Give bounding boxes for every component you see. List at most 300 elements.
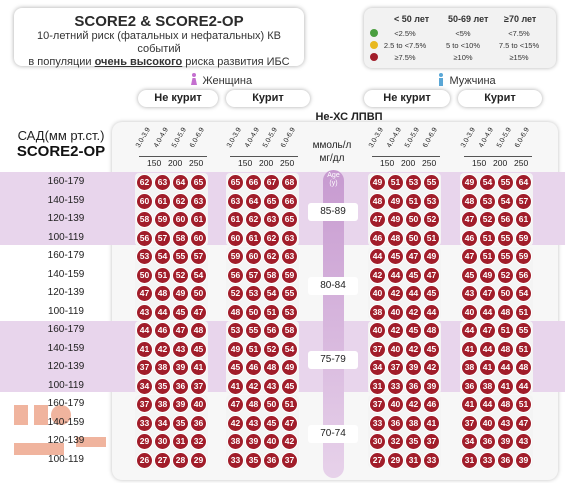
legend-header-50-69: 50-69 лет [448, 14, 489, 24]
sbp-row-label: 140-159 [47, 416, 85, 428]
sbp-row-label: 100-119 [48, 231, 84, 243]
risk-cell: 43 [516, 434, 531, 449]
risk-cell: 33 [480, 453, 495, 468]
risk-cell: 35 [173, 416, 188, 431]
risk-cell: 57 [191, 249, 206, 264]
risk-cell: 47 [424, 268, 439, 283]
risk-cell: 42 [406, 397, 421, 412]
risk-cell: 47 [282, 416, 297, 431]
age-header-line2: (y) [329, 180, 338, 187]
risk-cell: 49 [480, 268, 495, 283]
sbp-axis-label: САД(мм рт.ст.) [17, 128, 105, 143]
risk-cell: 54 [498, 194, 513, 209]
risk-cell: 47 [480, 286, 495, 301]
risk-cell: 44 [516, 379, 531, 394]
risk-cell: 42 [388, 286, 403, 301]
risk-cell: 35 [246, 453, 261, 468]
risk-cell: 45 [424, 286, 439, 301]
sbp-row-label: 160-179 [47, 398, 85, 409]
risk-cell: 55 [173, 249, 188, 264]
risk-cell: 40 [388, 342, 403, 357]
risk-cell: 55 [424, 175, 439, 190]
risk-cell: 51 [264, 305, 279, 320]
risk-cell: 33 [370, 416, 385, 431]
legend-cell: <7.5% [508, 29, 530, 38]
risk-cell: 40 [370, 286, 385, 301]
risk-cell: 52 [264, 342, 279, 357]
left-header [8, 128, 114, 160]
risk-cell: 62 [173, 194, 188, 209]
legend-cell: <2.5% [394, 29, 416, 38]
age-group-label: 75-79 [308, 351, 358, 369]
risk-cell: 48 [228, 305, 243, 320]
risk-cell: 48 [498, 397, 513, 412]
risk-cell: 42 [246, 379, 261, 394]
nonhdl-mmol-tick: 3.0-3.9 [459, 126, 477, 149]
risk-cell: 41 [462, 397, 477, 412]
risk-cell: 40 [264, 434, 279, 449]
age-group-label: 70-74 [308, 425, 358, 443]
risk-cell: 41 [462, 342, 477, 357]
risk-cell: 27 [155, 453, 170, 468]
risk-cell: 61 [516, 212, 531, 227]
risk-cell: 50 [264, 397, 279, 412]
risk-cell: 38 [462, 360, 477, 375]
risk-cell: 41 [137, 342, 152, 357]
risk-cell: 45 [191, 342, 206, 357]
risk-cell: 31 [462, 453, 477, 468]
nonhdl-mmol-tick: 6.0-6.9 [188, 126, 206, 149]
risk-cell: 60 [246, 249, 261, 264]
risk-cell: 56 [137, 231, 152, 246]
risk-cell: 44 [370, 249, 385, 264]
risk-cell: 65 [228, 175, 243, 190]
risk-cell: 36 [264, 453, 279, 468]
nonhdl-mmol-tick: 6.0-6.9 [279, 126, 297, 149]
risk-cell: 48 [370, 194, 385, 209]
risk-cell: 41 [424, 416, 439, 431]
risk-cell: 54 [516, 286, 531, 301]
risk-cell: 58 [173, 231, 188, 246]
risk-cell: 58 [137, 212, 152, 227]
risk-cell: 66 [282, 194, 297, 209]
risk-cell: 48 [264, 360, 279, 375]
risk-cell: 41 [480, 360, 495, 375]
risk-cell: 57 [516, 194, 531, 209]
age-header-line1: Age [327, 172, 340, 179]
risk-cell: 57 [155, 231, 170, 246]
legend-cell: 5 to <10% [446, 41, 480, 50]
risk-cell: 45 [173, 305, 188, 320]
risk-cell: 68 [282, 175, 297, 190]
risk-cell: 31 [370, 379, 385, 394]
risk-cell: 49 [370, 175, 385, 190]
legend-header-70-plus: ≥70 лет [504, 14, 537, 24]
risk-cell: 67 [264, 175, 279, 190]
risk-cell: 43 [264, 379, 279, 394]
risk-cell: 39 [406, 360, 421, 375]
risk-cell: 52 [424, 212, 439, 227]
nonhdl-mmol-tick: 4.0-4.9 [152, 126, 170, 149]
risk-cell: 47 [191, 305, 206, 320]
risk-cell: 50 [406, 212, 421, 227]
risk-cell: 63 [282, 249, 297, 264]
risk-cell: 40 [388, 397, 403, 412]
risk-cell: 52 [228, 286, 243, 301]
legend-cell: ≥7.5% [394, 53, 416, 62]
risk-cell: 58 [282, 323, 297, 338]
risk-cell: 29 [191, 453, 206, 468]
risk-cell: 39 [516, 453, 531, 468]
risk-cell: 57 [246, 268, 261, 283]
risk-cell: 61 [155, 194, 170, 209]
legend-dot-low [370, 29, 378, 37]
risk-cell: 46 [424, 397, 439, 412]
risk-cell: 37 [137, 397, 152, 412]
risk-cell: 44 [406, 286, 421, 301]
risk-cell: 41 [191, 360, 206, 375]
nonhdl-mg-tick: 150 [238, 158, 253, 168]
male-non-smoker-header: Не курит [364, 90, 450, 107]
risk-cell: 62 [137, 175, 152, 190]
risk-cell: 51 [516, 305, 531, 320]
nonhdl-mg-tick: 200 [168, 158, 183, 168]
risk-cell: 51 [498, 323, 513, 338]
risk-cell: 63 [155, 175, 170, 190]
risk-cell: 56 [498, 212, 513, 227]
nonhdl-mmol-tick: 3.0-3.9 [367, 126, 385, 149]
risk-cell: 53 [137, 249, 152, 264]
risk-cell: 44 [480, 342, 495, 357]
risk-cell: 53 [228, 323, 243, 338]
risk-cell: 32 [191, 434, 206, 449]
nonhdl-mmol-tick: 6.0-6.9 [513, 126, 531, 149]
risk-cell: 60 [191, 231, 206, 246]
risk-cell: 63 [228, 194, 243, 209]
risk-cell: 31 [173, 434, 188, 449]
risk-cell: 49 [388, 212, 403, 227]
risk-cell: 40 [370, 323, 385, 338]
risk-cell: 52 [173, 268, 188, 283]
risk-cell: 60 [228, 231, 243, 246]
non-hdl-label: Не-ХС ЛПВП [315, 111, 383, 123]
female-non-smoker-header: Не курит [138, 90, 218, 107]
title-box [14, 8, 304, 66]
column-axis-line [372, 156, 440, 157]
sbp-row-label: 140-159 [47, 268, 85, 280]
risk-cell: 38 [155, 360, 170, 375]
male-icon [437, 73, 445, 86]
nonhdl-mg-tick: 200 [493, 158, 508, 168]
risk-cell: 37 [370, 397, 385, 412]
risk-cell: 39 [498, 434, 513, 449]
risk-cell: 48 [498, 342, 513, 357]
sbp-row-label: 100-119 [48, 453, 84, 465]
risk-cell: 33 [424, 453, 439, 468]
subtitle-bold: очень высокого [94, 56, 183, 68]
unit-mmol: ммоль/л [312, 140, 352, 151]
risk-cell: 46 [155, 323, 170, 338]
nonhdl-mmol-tick: 5.0-5.9 [170, 126, 188, 149]
risk-cell: 47 [462, 212, 477, 227]
risk-cell: 47 [228, 397, 243, 412]
male-label: Мужчина [449, 75, 496, 87]
risk-cell: 45 [406, 268, 421, 283]
risk-cell: 56 [516, 268, 531, 283]
age-group-label: 85-89 [308, 203, 358, 221]
risk-cell: 64 [516, 175, 531, 190]
risk-cell: 64 [173, 175, 188, 190]
legend-cell: <5% [455, 29, 471, 38]
risk-cell: 44 [388, 268, 403, 283]
risk-cell: 42 [370, 268, 385, 283]
risk-cell: 58 [264, 268, 279, 283]
risk-cell: 34 [462, 434, 477, 449]
risk-cell: 51 [516, 397, 531, 412]
nonhdl-mg-tick: 200 [401, 158, 416, 168]
risk-cell: 53 [424, 194, 439, 209]
chart-title: SCORE2 & SCORE2-OP [74, 13, 244, 30]
legend-cell: 7.5 to <15% [498, 41, 540, 50]
column-axis-line [230, 156, 298, 157]
risk-cell: 62 [264, 231, 279, 246]
risk-cell: 43 [462, 286, 477, 301]
risk-cell: 48 [424, 323, 439, 338]
unit-mg: мг/дл [319, 153, 345, 164]
risk-cell: 53 [406, 175, 421, 190]
risk-cell: 27 [370, 453, 385, 468]
risk-cell: 54 [191, 268, 206, 283]
risk-cell: 40 [480, 416, 495, 431]
risk-cell: 38 [480, 379, 495, 394]
risk-cell: 55 [282, 286, 297, 301]
risk-cell: 29 [137, 434, 152, 449]
risk-cell: 40 [388, 305, 403, 320]
risk-cell: 51 [406, 194, 421, 209]
risk-cell: 44 [480, 397, 495, 412]
risk-cell: 37 [462, 416, 477, 431]
risk-cell: 43 [173, 342, 188, 357]
risk-cell: 54 [264, 286, 279, 301]
risk-cell: 47 [173, 323, 188, 338]
risk-cell: 28 [173, 453, 188, 468]
female-smoker-header: Курит [226, 90, 310, 107]
risk-cell: 30 [155, 434, 170, 449]
risk-cell: 34 [370, 360, 385, 375]
risk-cell: 43 [246, 416, 261, 431]
risk-cell: 36 [480, 434, 495, 449]
risk-cell: 46 [462, 231, 477, 246]
risk-cell: 51 [282, 397, 297, 412]
risk-cell: 41 [228, 379, 243, 394]
nonhdl-mg-tick: 150 [380, 158, 395, 168]
risk-cell: 60 [173, 212, 188, 227]
risk-cell: 34 [155, 416, 170, 431]
sbp-row-label: 100-119 [48, 379, 84, 391]
nonhdl-mmol-tick: 4.0-4.9 [385, 126, 403, 149]
risk-cell: 60 [137, 194, 152, 209]
risk-cell: 42 [155, 342, 170, 357]
risk-cell: 56 [228, 268, 243, 283]
risk-cell: 45 [264, 416, 279, 431]
nonhdl-mg-tick: 250 [422, 158, 437, 168]
legend-cell: ≥15% [509, 53, 529, 62]
sbp-row-label: 160-179 [47, 324, 85, 335]
nonhdl-mg-tick: 200 [259, 158, 274, 168]
risk-cell: 65 [264, 194, 279, 209]
risk-cell: 38 [370, 305, 385, 320]
risk-cell: 51 [480, 231, 495, 246]
female-icon [190, 73, 198, 86]
column-axis-line [464, 156, 532, 157]
age-group-label: 80-84 [308, 277, 358, 295]
risk-cell: 37 [388, 360, 403, 375]
sbp-row-label: 120-139 [47, 287, 85, 298]
risk-cell: 51 [480, 249, 495, 264]
risk-cell: 49 [173, 286, 188, 301]
sbp-row-label: 120-139 [47, 213, 85, 224]
risk-cell: 46 [246, 360, 261, 375]
chart-subtitle-2 [14, 56, 304, 69]
risk-cell: 35 [155, 379, 170, 394]
risk-cell: 50 [246, 305, 261, 320]
risk-cell: 51 [246, 342, 261, 357]
risk-cell: 44 [155, 305, 170, 320]
risk-cell: 36 [388, 416, 403, 431]
risk-cell: 39 [173, 360, 188, 375]
risk-cell: 39 [246, 434, 261, 449]
risk-cell: 40 [462, 305, 477, 320]
risk-cell: 59 [155, 212, 170, 227]
risk-cell: 48 [462, 194, 477, 209]
risk-cell: 48 [516, 360, 531, 375]
risk-cell: 61 [246, 231, 261, 246]
legend [364, 8, 556, 68]
risk-cell: 33 [388, 379, 403, 394]
risk-cell: 48 [246, 397, 261, 412]
risk-cell: 36 [191, 416, 206, 431]
nonhdl-mmol-tick: 4.0-4.9 [243, 126, 261, 149]
risk-cell: 52 [480, 212, 495, 227]
risk-cell: 49 [228, 342, 243, 357]
risk-cell: 53 [480, 194, 495, 209]
risk-cell: 52 [498, 268, 513, 283]
risk-cell: 59 [228, 249, 243, 264]
sbp-row-label: 160-179 [47, 250, 85, 261]
risk-cell: 64 [246, 194, 261, 209]
risk-cell: 37 [191, 379, 206, 394]
risk-cell: 34 [137, 379, 152, 394]
risk-cell: 44 [462, 323, 477, 338]
risk-cell: 30 [370, 434, 385, 449]
risk-cell: 49 [282, 360, 297, 375]
risk-cell: 59 [282, 268, 297, 283]
risk-cell: 35 [406, 434, 421, 449]
risk-cell: 47 [406, 249, 421, 264]
risk-cell: 55 [516, 323, 531, 338]
risk-cell: 53 [282, 305, 297, 320]
risk-cell: 49 [462, 175, 477, 190]
nonhdl-mmol-tick: 3.0-3.9 [134, 126, 152, 149]
sbp-row-label: 140-159 [47, 194, 85, 206]
risk-cell: 59 [516, 249, 531, 264]
risk-cell: 48 [191, 323, 206, 338]
risk-cell: 48 [388, 231, 403, 246]
risk-cell: 33 [228, 453, 243, 468]
risk-cell: 36 [406, 379, 421, 394]
nonhdl-mg-tick: 150 [147, 158, 162, 168]
sbp-row-label: 160-179 [47, 176, 85, 187]
nonhdl-mmol-tick: 4.0-4.9 [477, 126, 495, 149]
risk-cell: 50 [406, 231, 421, 246]
risk-cell: 42 [228, 416, 243, 431]
risk-cell: 50 [137, 268, 152, 283]
risk-cell: 39 [173, 397, 188, 412]
risk-cell: 42 [406, 342, 421, 357]
risk-cell: 55 [246, 323, 261, 338]
risk-cell: 45 [424, 342, 439, 357]
chart-subtitle: 10-летний риск (фатальных и нефатальных) КВ событий [37, 30, 281, 55]
risk-cell: 37 [137, 360, 152, 375]
risk-cell: 46 [370, 231, 385, 246]
risk-cell: 32 [388, 434, 403, 449]
risk-cell: 50 [191, 286, 206, 301]
risk-cell: 44 [480, 305, 495, 320]
risk-cell: 44 [137, 323, 152, 338]
nonhdl-mmol-tick: 5.0-5.9 [261, 126, 279, 149]
sbp-row-label: 100-119 [48, 305, 84, 317]
risk-cell: 47 [516, 416, 531, 431]
risk-cell: 45 [282, 379, 297, 394]
subtitle-pre: в популяции [28, 56, 95, 68]
risk-cell: 53 [246, 286, 261, 301]
female-label: Женщина [202, 75, 253, 87]
nonhdl-mmol-tick: 6.0-6.9 [421, 126, 439, 149]
risk-cell: 51 [388, 175, 403, 190]
risk-cell: 42 [424, 360, 439, 375]
risk-cell: 47 [480, 323, 495, 338]
risk-cell: 37 [424, 434, 439, 449]
risk-cell: 42 [406, 305, 421, 320]
risk-cell: 40 [191, 397, 206, 412]
risk-cell: 44 [424, 305, 439, 320]
risk-cell: 43 [498, 416, 513, 431]
nonhdl-mg-tick: 150 [472, 158, 487, 168]
risk-cell: 54 [480, 175, 495, 190]
risk-cell: 47 [370, 212, 385, 227]
risk-cell: 42 [282, 434, 297, 449]
age-axis-header [323, 172, 344, 188]
risk-cell: 26 [137, 453, 152, 468]
sbp-row-label: 120-139 [47, 361, 85, 372]
male-smoker-header: Курит [458, 90, 542, 107]
risk-cell: 51 [516, 342, 531, 357]
legend-dot-high [370, 53, 378, 61]
risk-cell: 63 [264, 212, 279, 227]
risk-cell: 44 [498, 360, 513, 375]
nonhdl-mg-tick: 250 [280, 158, 295, 168]
nonhdl-mg-tick: 250 [514, 158, 529, 168]
sbp-row-label: 140-159 [47, 342, 85, 354]
column-axis-line [139, 156, 207, 157]
nonhdl-mmol-tick: 5.0-5.9 [495, 126, 513, 149]
risk-cell: 47 [462, 249, 477, 264]
risk-cell: 38 [155, 397, 170, 412]
risk-cell: 63 [191, 194, 206, 209]
risk-cell: 39 [424, 379, 439, 394]
risk-cell: 51 [155, 268, 170, 283]
risk-cell: 65 [191, 175, 206, 190]
